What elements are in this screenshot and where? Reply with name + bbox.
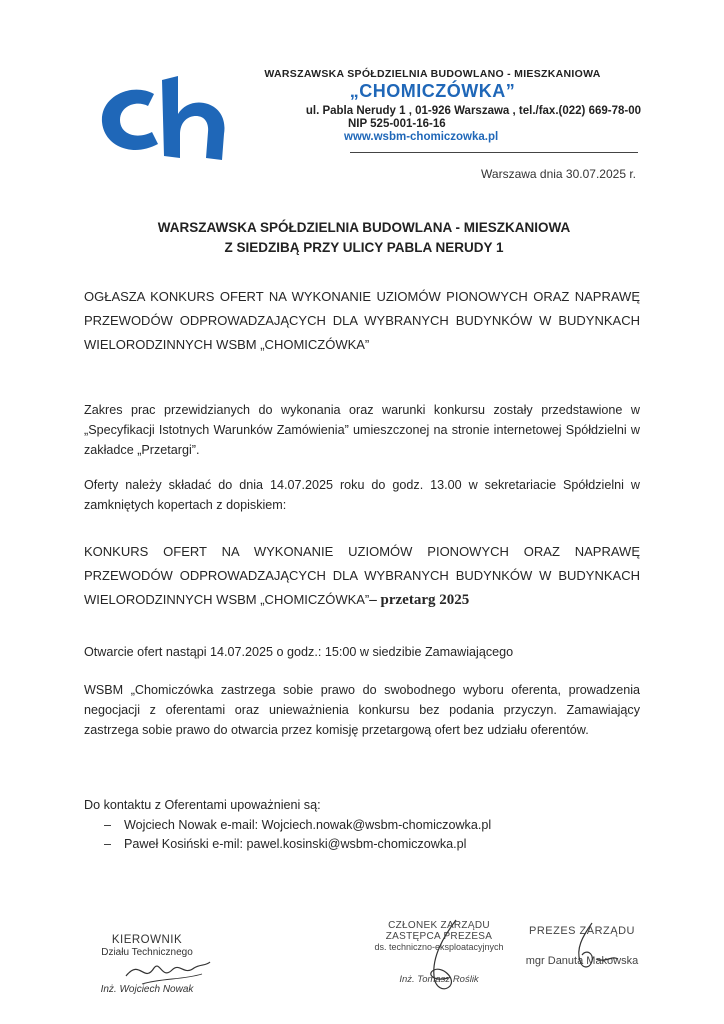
submission-paragraph: Oferty należy składać do dnia 14.07.2025 roku do godz. 13.00 w sekretariacie Spółdzielni w zamkniętych kopertach z dopiskiem: bbox=[84, 478, 640, 512]
handwritten-signature bbox=[404, 916, 474, 996]
signature-role: CZŁONEK ZARZĄDU bbox=[388, 920, 490, 931]
contact-text[interactable]: Paweł Kosiński e-mil: pawel.kosinski@wsbm-chomiczowka.pl bbox=[124, 837, 467, 851]
contacts-section bbox=[84, 796, 491, 854]
signature-block-president bbox=[512, 925, 652, 967]
list-dash: – bbox=[104, 818, 112, 832]
document-title bbox=[84, 218, 644, 258]
contacts-intro: Do kontaktu z Oferentami upoważnieni są: bbox=[84, 798, 321, 812]
reservation-paragraph: WSBM „Chomiczówka zastrzega sobie prawo do swobodnego wyboru oferenta, prowadzenia negocjacji z oferentami oraz unieważnienia konkursu bez podania przyczyn. Zamawiający zastrzega sobie prawo do otwarcia przez komisję przetargową ofert bez udziału oferentów. bbox=[84, 683, 640, 737]
handwritten-signature bbox=[552, 919, 622, 979]
website-link[interactable]: www.wsbm-chomiczowka.pl bbox=[344, 131, 499, 143]
organization-name: WARSZAWSKA SPÓŁDZIELNIA BUDOWLANO - MIESZKANIOWA bbox=[264, 68, 601, 80]
address-line: ul. Pabla Nerudy 1 , 01-926 Warszawa , tel./fax.(022) 669-78-00 bbox=[305, 105, 641, 117]
nip-number: NIP 525-001-16-16 bbox=[348, 118, 446, 130]
signature-subtitle: ds. techniczno-eksploatacyjnych bbox=[374, 942, 504, 952]
signature-deputy-title: ZASTĘPCA PREZESA bbox=[385, 931, 493, 942]
header-divider bbox=[350, 152, 638, 153]
signature-block-technical-head bbox=[72, 934, 222, 995]
signature-block-board-member bbox=[364, 920, 514, 985]
contact-text[interactable]: Wojciech Nowak e-mail: Wojciech.nowak@wsbm-chomiczowka.pl bbox=[124, 818, 492, 832]
contacts-list bbox=[84, 816, 491, 854]
contact-item bbox=[84, 816, 491, 835]
title-line-1: WARSZAWSKA SPÓŁDZIELNIA BUDOWLANA - MIESZKANIOWA bbox=[157, 220, 571, 235]
signature-role: PREZES ZARZĄDU bbox=[528, 925, 635, 937]
signature-department: Działu Technicznego bbox=[101, 947, 193, 958]
announcement-paragraph: OGŁASZA KONKURS OFERT NA WYKONANIE UZIOMÓW PIONOWYCH ORAZ NAPRAWĘ PRZEWODÓW ODPROWADZAJĄCYCH DLA WYBRANYCH BUDYNKÓW W BUDYNKACH WIELORODZINNYCH WSBM „CHOMICZÓWKA” bbox=[84, 289, 640, 352]
title-line-2: Z SIEDZIBĄ PRZY ULICY PABLA NERUDY 1 bbox=[224, 240, 504, 255]
scope-paragraph: Zakres prac przewidzianych do wykonania oraz warunki konkursu zostały przedstawione w „Specyfikacji Istotnych Warunków Zamówienia” umieszczonej na stronie internetowej Spółdzielni w zakładce „Przetargi”. bbox=[84, 403, 640, 457]
organization-brand: „CHOMICZÓWKA” bbox=[349, 81, 516, 101]
signature-person: Inż. Wojciech Nowak bbox=[100, 984, 194, 995]
envelope-text: KONKURS OFERT NA WYKONANIE UZIOMÓW PIONOWYCH ORAZ NAPRAWĘ PRZEWODÓW ODPROWADZAJĄCYCH DLA WYBRANYCH BUDYNKÓW W BUDYNKACH WIELORODZINNYCH WSBM „CHOMICZÓWKA” bbox=[84, 544, 640, 607]
handwritten-signature bbox=[122, 954, 212, 990]
envelope-label-paragraph bbox=[84, 540, 640, 612]
opening-paragraph: Otwarcie ofert nastąpi 14.07.2025 o godz.: 15:00 w siedzibie Zamawiającego bbox=[84, 645, 514, 659]
signature-role: KIEROWNIK bbox=[111, 934, 183, 946]
signature-person: mgr Danuta Makowska bbox=[525, 955, 639, 967]
signature-person: Inż. Tomasz Roślik bbox=[399, 974, 479, 985]
contact-item bbox=[84, 835, 491, 854]
date-line: Warszawa dnia 30.07.2025 r. bbox=[481, 167, 636, 181]
letterhead bbox=[220, 68, 645, 143]
envelope-suffix: – przetarg 2025 bbox=[369, 592, 470, 608]
list-dash: – bbox=[104, 837, 112, 851]
